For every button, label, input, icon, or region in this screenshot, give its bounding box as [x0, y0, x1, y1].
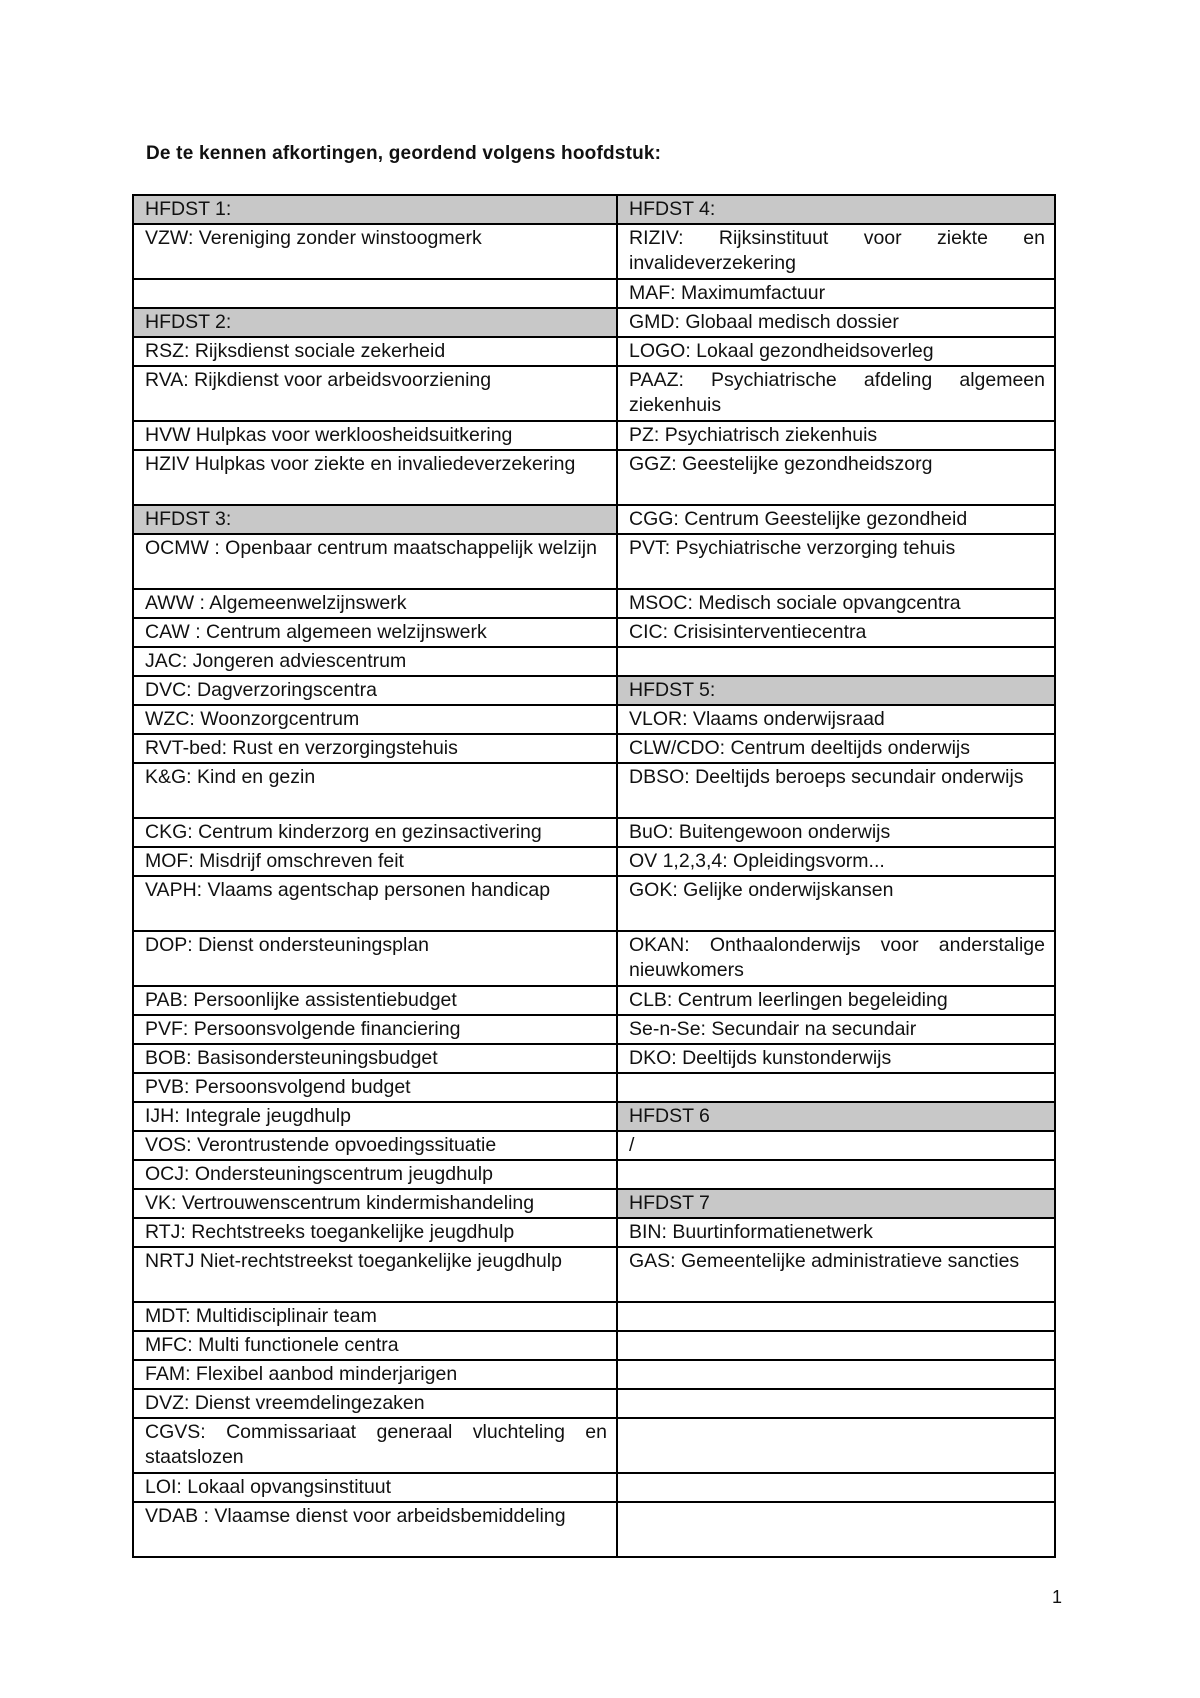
left-abbreviation-cell: K&G: Kind en gezin	[133, 763, 617, 818]
abbreviations-table-body	[133, 195, 1055, 1557]
right-abbreviation-cell: CIC: Crisisinterventiecentra	[617, 618, 1055, 647]
table-row	[133, 1473, 1055, 1502]
chapter-header-cell: HFDST 1:	[133, 195, 617, 224]
left-abbreviation-cell: DVZ: Dienst vreemdelingezaken	[133, 1389, 617, 1418]
right-abbreviation-cell: BuO: Buitengewoon onderwijs	[617, 818, 1055, 847]
right-abbreviation-cell: DKO: Deeltijds kunstonderwijs	[617, 1044, 1055, 1073]
left-abbreviation-cell: IJH: Integrale jeugdhulp	[133, 1102, 617, 1131]
left-abbreviation-cell: OCMW : Openbaar centrum maatschappelijk welzijn	[133, 534, 617, 589]
left-abbreviation-cell: CKG: Centrum kinderzorg en gezinsactivering	[133, 818, 617, 847]
table-row	[133, 195, 1055, 224]
left-abbreviation-cell: RVT-bed: Rust en verzorgingstehuis	[133, 734, 617, 763]
table-row	[133, 1015, 1055, 1044]
left-abbreviation-cell: OCJ: Ondersteuningscentrum jeugdhulp	[133, 1160, 617, 1189]
left-abbreviation-cell: AWW : Algemeenwelzijnswerk	[133, 589, 617, 618]
right-abbreviation-cell: Se-n-Se: Secundair na secundair	[617, 1015, 1055, 1044]
left-abbreviation-cell: FAM: Flexibel aanbod minderjarigen	[133, 1360, 617, 1389]
right-abbreviation-cell: GAS: Gemeentelijke administratieve sancties	[617, 1247, 1055, 1302]
right-abbreviation-cell: DBSO: Deeltijds beroeps secundair onderwijs	[617, 763, 1055, 818]
table-row	[133, 1160, 1055, 1189]
right-abbreviation-cell	[617, 1473, 1055, 1502]
left-abbreviation-cell: VK: Vertrouwenscentrum kindermishandeling	[133, 1189, 617, 1218]
right-abbreviation-cell	[617, 1331, 1055, 1360]
table-row	[133, 450, 1055, 505]
left-abbreviation-cell: DOP: Dienst ondersteuningsplan	[133, 931, 617, 986]
right-abbreviation-cell: PZ: Psychiatrisch ziekenhuis	[617, 421, 1055, 450]
right-abbreviation-cell	[617, 1160, 1055, 1189]
table-row	[133, 421, 1055, 450]
left-abbreviation-cell: VOS: Verontrustende opvoedingssituatie	[133, 1131, 617, 1160]
left-abbreviation-cell: LOI: Lokaal opvangsinstituut	[133, 1473, 617, 1502]
table-row	[133, 734, 1055, 763]
table-row	[133, 534, 1055, 589]
right-abbreviation-cell: LOGO: Lokaal gezondheidsoverleg	[617, 337, 1055, 366]
right-abbreviation-cell	[617, 1302, 1055, 1331]
left-abbreviation-cell: HVW Hulpkas voor werkloosheidsuitkering	[133, 421, 617, 450]
chapter-header-cell: HFDST 4:	[617, 195, 1055, 224]
left-abbreviation-cell: MFC: Multi functionele centra	[133, 1331, 617, 1360]
table-row	[133, 1389, 1055, 1418]
table-row	[133, 366, 1055, 421]
right-abbreviation-cell	[617, 1418, 1055, 1473]
table-row	[133, 931, 1055, 986]
document-title: De te kennen afkortingen, geordend volgens hoofdstuk:	[146, 143, 662, 164]
table-row	[133, 676, 1055, 705]
table-row	[133, 876, 1055, 931]
right-abbreviation-cell	[617, 1502, 1055, 1557]
left-abbreviation-cell: MDT: Multidisciplinair team	[133, 1302, 617, 1331]
right-abbreviation-cell: MAF: Maximumfactuur	[617, 279, 1055, 308]
left-abbreviation-cell	[133, 279, 617, 308]
left-abbreviation-cell: PVB: Persoonsvolgend budget	[133, 1073, 617, 1102]
left-abbreviation-cell: VAPH: Vlaams agentschap personen handicap	[133, 876, 617, 931]
table-row	[133, 1418, 1055, 1473]
left-abbreviation-cell: PAB: Persoonlijke assistentiebudget	[133, 986, 617, 1015]
page-number: 1	[1052, 1587, 1063, 1607]
table-row	[133, 308, 1055, 337]
table-row	[133, 279, 1055, 308]
right-abbreviation-cell: RIZIV: Rijksinstituut voor ziekte en invalideverzekering	[617, 224, 1055, 279]
table-row	[133, 705, 1055, 734]
right-abbreviation-cell: OV 1,2,3,4: Opleidingsvorm...	[617, 847, 1055, 876]
right-abbreviation-cell: /	[617, 1131, 1055, 1160]
table-row	[133, 1102, 1055, 1131]
right-abbreviation-cell: VLOR: Vlaams onderwijsraad	[617, 705, 1055, 734]
right-abbreviation-cell: CLW/CDO: Centrum deeltijds onderwijs	[617, 734, 1055, 763]
chapter-header-cell: HFDST 3:	[133, 505, 617, 534]
table-row	[133, 847, 1055, 876]
table-row	[133, 1247, 1055, 1302]
right-abbreviation-cell: OKAN: Onthaalonderwijs voor anderstalige nieuwkomers	[617, 931, 1055, 986]
right-abbreviation-cell: MSOC: Medisch sociale opvangcentra	[617, 589, 1055, 618]
table-row	[133, 818, 1055, 847]
table-row	[133, 618, 1055, 647]
table-row	[133, 337, 1055, 366]
left-abbreviation-cell: WZC: Woonzorgcentrum	[133, 705, 617, 734]
left-abbreviation-cell: VZW: Vereniging zonder winstoogmerk	[133, 224, 617, 279]
table-row	[133, 224, 1055, 279]
right-abbreviation-cell: BIN: Buurtinformatienetwerk	[617, 1218, 1055, 1247]
table-row	[133, 986, 1055, 1015]
left-abbreviation-cell: VDAB : Vlaamse dienst voor arbeidsbemiddeling	[133, 1502, 617, 1557]
right-abbreviation-cell	[617, 647, 1055, 676]
left-abbreviation-cell: MOF: Misdrijf omschreven feit	[133, 847, 617, 876]
left-abbreviation-cell: BOB: Basisondersteuningsbudget	[133, 1044, 617, 1073]
right-abbreviation-cell: CLB: Centrum leerlingen begeleiding	[617, 986, 1055, 1015]
right-abbreviation-cell: GOK: Gelijke onderwijskansen	[617, 876, 1055, 931]
right-abbreviation-cell: GMD: Globaal medisch dossier	[617, 308, 1055, 337]
table-row	[133, 505, 1055, 534]
table-row	[133, 1218, 1055, 1247]
right-abbreviation-cell	[617, 1389, 1055, 1418]
right-abbreviation-cell	[617, 1360, 1055, 1389]
left-abbreviation-cell: PVF: Persoonsvolgende financiering	[133, 1015, 617, 1044]
right-abbreviation-cell: PVT: Psychiatrische verzorging tehuis	[617, 534, 1055, 589]
table-row	[133, 1044, 1055, 1073]
right-abbreviation-cell: GGZ: Geestelijke gezondheidszorg	[617, 450, 1055, 505]
table-row	[133, 1331, 1055, 1360]
table-row	[133, 1189, 1055, 1218]
table-row	[133, 1302, 1055, 1331]
abbreviations-table	[132, 194, 1056, 1558]
left-abbreviation-cell: CGVS: Commissariaat generaal vluchteling en staatslozen	[133, 1418, 617, 1473]
table-row	[133, 1360, 1055, 1389]
table-row	[133, 763, 1055, 818]
left-abbreviation-cell: CAW : Centrum algemeen welzijnswerk	[133, 618, 617, 647]
left-abbreviation-cell: JAC: Jongeren adviescentrum	[133, 647, 617, 676]
chapter-header-cell: HFDST 6	[617, 1102, 1055, 1131]
table-row	[133, 1073, 1055, 1102]
table-row	[133, 1131, 1055, 1160]
table-row	[133, 589, 1055, 618]
left-abbreviation-cell: NRTJ Niet-rechtstreekst toegankelijke jeugdhulp	[133, 1247, 617, 1302]
chapter-header-cell: HFDST 7	[617, 1189, 1055, 1218]
left-abbreviation-cell: RTJ: Rechtstreeks toegankelijke jeugdhulp	[133, 1218, 617, 1247]
left-abbreviation-cell: HZIV Hulpkas voor ziekte en invaliedeverzekering	[133, 450, 617, 505]
table-row	[133, 647, 1055, 676]
left-abbreviation-cell: RVA: Rijkdienst voor arbeidsvoorziening	[133, 366, 617, 421]
right-abbreviation-cell: CGG: Centrum Geestelijke gezondheid	[617, 505, 1055, 534]
left-abbreviation-cell: RSZ: Rijksdienst sociale zekerheid	[133, 337, 617, 366]
right-abbreviation-cell	[617, 1073, 1055, 1102]
right-abbreviation-cell: PAAZ: Psychiatrische afdeling algemeen ziekenhuis	[617, 366, 1055, 421]
left-abbreviation-cell: DVC: Dagverzoringscentra	[133, 676, 617, 705]
table-row	[133, 1502, 1055, 1557]
chapter-header-cell: HFDST 5:	[617, 676, 1055, 705]
chapter-header-cell: HFDST 2:	[133, 308, 617, 337]
